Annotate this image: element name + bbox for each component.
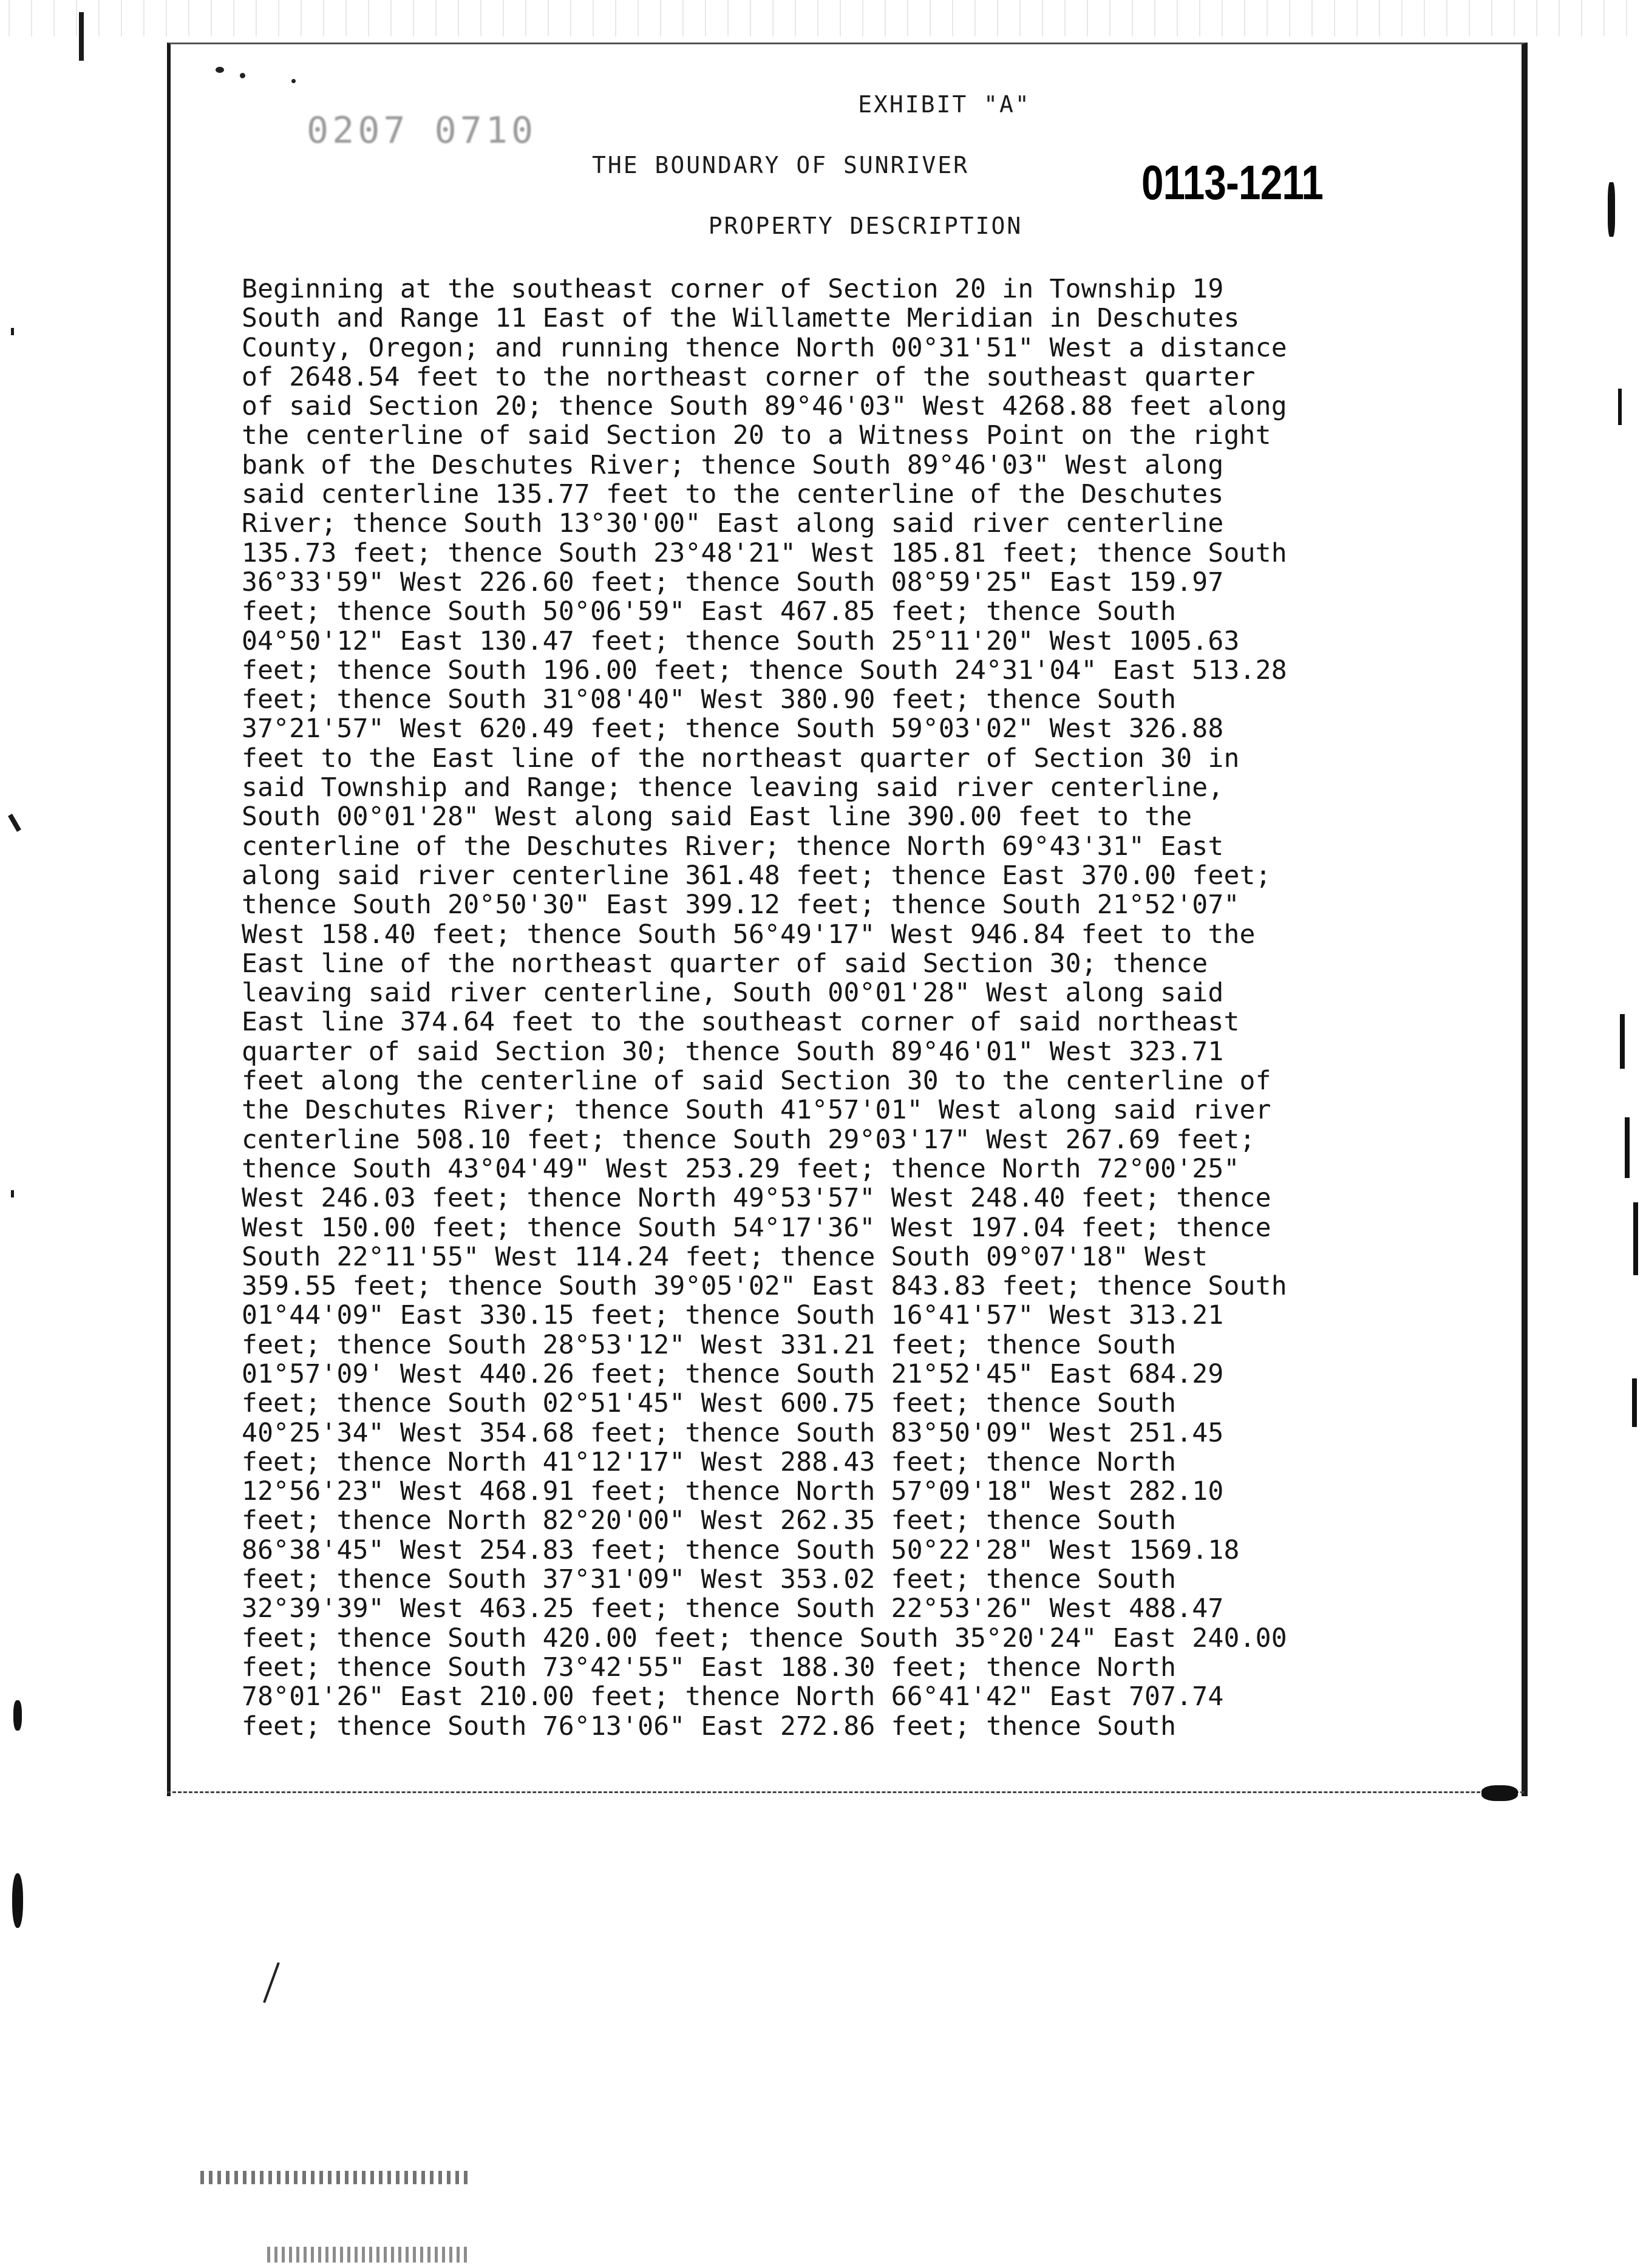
description-line: 04°50'12" East 130.47 feet; thence South 25°11'20" West 1005.63 bbox=[242, 625, 1240, 656]
description-line: 40°25'34" West 354.68 feet; thence South 83°50'09" West 251.45 bbox=[242, 1417, 1224, 1448]
description-line: feet; thence North 41°12'17" West 288.43 feet; thence North bbox=[242, 1446, 1177, 1477]
description-line: feet; thence South 420.00 feet; thence South 35°20'24" East 240.00 bbox=[242, 1623, 1287, 1653]
description-line: feet; thence South 31°08'40" West 380.90 feet; thence South bbox=[242, 684, 1177, 715]
description-line: 86°38'45" West 254.83 feet; thence South 50°22'28" West 1569.18 bbox=[242, 1534, 1240, 1565]
description-line: East line of the northeast quarter of said Section 30; thence bbox=[242, 948, 1208, 979]
description-line: South 22°11'55" West 114.24 feet; thence South 09°07'18" West bbox=[242, 1241, 1208, 1272]
description-line: said centerline 135.77 feet to the centerline of the Deschutes bbox=[242, 479, 1224, 510]
description-line: 135.73 feet; thence South 23°48'21" West 185.81 feet; thence South bbox=[242, 537, 1287, 568]
description-line: 01°44'09" East 330.15 feet; thence South 16°41'57" West 313.21 bbox=[242, 1300, 1224, 1331]
scan-noise-top bbox=[0, 0, 1646, 36]
description-line: 78°01'26" East 210.00 feet; thence North 66°41'42" East 707.74 bbox=[242, 1681, 1224, 1712]
description-line: 36°33'59" West 226.60 feet; thence South 08°59'25" East 159.97 bbox=[242, 567, 1224, 598]
photocopy-frame-bottom bbox=[167, 1791, 1524, 1793]
description-line: of 2648.54 feet to the northeast corner of the southeast quarter bbox=[242, 361, 1256, 392]
description-line: South and Range 11 East of the Willamette Meridian in Deschutes bbox=[242, 303, 1240, 334]
description-line: 359.55 feet; thence South 39°05'02" East 843.83 feet; thence South bbox=[242, 1271, 1287, 1302]
property-description-text bbox=[242, 274, 1492, 1741]
description-line: said Township and Range; thence leaving said river centerline, bbox=[242, 772, 1224, 803]
description-line: West 150.00 feet; thence South 54°17'36" West 197.04 feet; thence bbox=[242, 1212, 1271, 1243]
description-line: thence South 43°04'49" West 253.29 feet; thence North 72°00'25" bbox=[242, 1153, 1240, 1184]
description-line: feet; thence North 82°20'00" West 262.35 feet; thence South bbox=[242, 1505, 1177, 1536]
description-line: 32°39'39" West 463.25 feet; thence South 22°53'26" West 488.47 bbox=[242, 1593, 1224, 1624]
pen-mark bbox=[263, 1962, 280, 2003]
document-title: THE BOUNDARY OF SUNRIVER bbox=[591, 152, 970, 179]
description-line: along said river centerline 361.48 feet; thence East 370.00 feet; bbox=[242, 860, 1271, 891]
margin-mark bbox=[11, 328, 14, 335]
description-line: feet; thence South 02°51'45" West 600.75 feet; thence South bbox=[242, 1388, 1177, 1419]
margin-blot bbox=[1618, 389, 1622, 425]
margin-blot bbox=[1608, 182, 1615, 237]
description-line: feet; thence South 196.00 feet; thence South 24°31'04" East 513.28 bbox=[242, 655, 1287, 686]
scan-edge-mark bbox=[79, 12, 84, 61]
margin-blot bbox=[12, 1873, 23, 1928]
margin-mark bbox=[8, 814, 21, 832]
description-line: feet; thence South 28°53'12" West 331.21 feet; thence South bbox=[242, 1329, 1177, 1360]
description-line: of said Section 20; thence South 89°46'03" West 4268.88 feet along bbox=[242, 391, 1287, 422]
margin-blot bbox=[1633, 1202, 1638, 1275]
description-line: leaving said river centerline, South 00°01'28" West along said bbox=[242, 978, 1224, 1009]
description-line: 12°56'23" West 468.91 feet; thence North 57°09'18" West 282.10 bbox=[242, 1476, 1224, 1507]
description-line: feet; thence South 50°06'59" East 467.85 feet; thence South bbox=[242, 596, 1177, 627]
margin-blot bbox=[13, 1700, 22, 1731]
description-line: feet; thence South 76°13'06" East 272.86 feet; thence South bbox=[242, 1711, 1177, 1742]
description-line: South 00°01'28" West along said East line 390.00 feet to the bbox=[242, 802, 1192, 833]
scan-speck bbox=[240, 73, 245, 78]
description-line: East line 374.64 feet to the southeast corner of said northeast bbox=[242, 1007, 1240, 1038]
margin-mark bbox=[11, 1190, 14, 1197]
faded-stamp: 0207 0710 bbox=[307, 109, 537, 152]
description-line: feet; thence South 37°31'09" West 353.02 feet; thence South bbox=[242, 1564, 1177, 1595]
description-line: West 246.03 feet; thence North 49°53'57" West 248.40 feet; thence bbox=[242, 1183, 1271, 1214]
margin-blot bbox=[1625, 1117, 1630, 1178]
margin-blot bbox=[1620, 1014, 1625, 1069]
description-line: feet; thence South 73°42'55" East 188.30 feet; thence North bbox=[242, 1652, 1177, 1683]
scan-noise-bottom bbox=[267, 2247, 468, 2263]
margin-blot bbox=[1481, 1785, 1518, 1801]
description-line: the Deschutes River; thence South 41°57'01" West along said river bbox=[242, 1095, 1271, 1126]
description-line: feet along the centerline of said Section 30 to the centerline of bbox=[242, 1066, 1271, 1097]
description-line: the centerline of said Section 20 to a Witness Point on the right bbox=[242, 420, 1271, 451]
description-line: feet to the East line of the northeast quarter of Section 30 in bbox=[242, 743, 1240, 774]
description-line: quarter of said Section 30; thence South 89°46'01" West 323.71 bbox=[242, 1036, 1224, 1067]
description-line: 37°21'57" West 620.49 feet; thence South 59°03'02" West 326.88 bbox=[242, 713, 1224, 744]
description-line: River; thence South 13°30'00" East along said river centerline bbox=[242, 508, 1224, 539]
exhibit-label: EXHIBIT "A" bbox=[858, 91, 1031, 118]
description-line: thence South 20°50'30" East 399.12 feet; thence South 21°52'07" bbox=[242, 890, 1240, 921]
description-line: centerline of the Deschutes River; thence North 69°43'31" East bbox=[242, 831, 1224, 862]
description-line: 01°57'09' West 440.26 feet; thence South 21°52'45" East 684.29 bbox=[242, 1358, 1224, 1389]
description-line: Beginning at the southeast corner of Section 20 in Township 19 bbox=[242, 274, 1224, 304]
margin-blot bbox=[1632, 1378, 1637, 1427]
description-line: West 158.40 feet; thence South 56°49'17" West 946.84 feet to the bbox=[242, 919, 1256, 950]
description-line: County, Oregon; and running thence North 00°31'51" West a distance bbox=[242, 332, 1287, 363]
description-line: bank of the Deschutes River; thence South 89°46'03" West along bbox=[242, 449, 1224, 480]
description-line: centerline 508.10 feet; thence South 29°03'17" West 267.69 feet; bbox=[242, 1124, 1256, 1155]
scan-speck bbox=[291, 79, 296, 83]
scan-noise-bottom bbox=[200, 2171, 468, 2184]
recording-number: 0113-1211 bbox=[1141, 155, 1324, 209]
document-subtitle: PROPERTY DESCRIPTION bbox=[708, 213, 1023, 239]
scan-speck bbox=[216, 67, 224, 73]
